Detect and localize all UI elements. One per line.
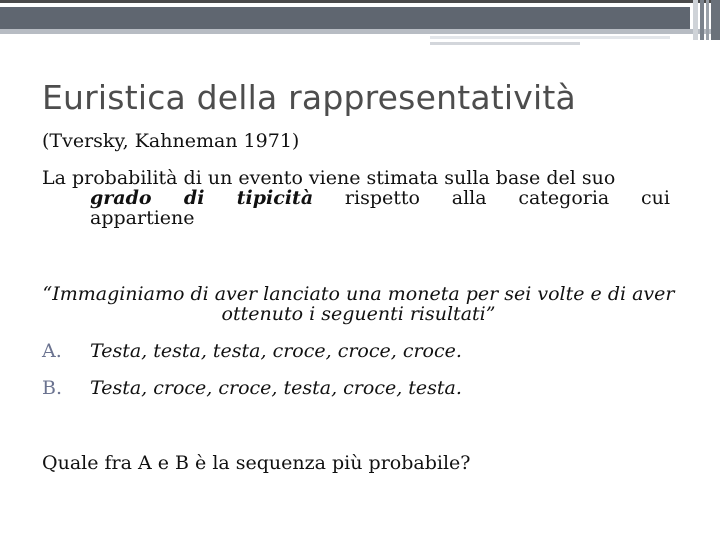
header-decoration-thin-line: [430, 36, 670, 39]
paragraph-line-3: appartiene: [90, 207, 195, 229]
option-a: [42, 340, 462, 362]
paragraph-line-1: La probabilità di un evento viene stimata sulla base del suo: [42, 167, 616, 189]
header-decoration-bar: [700, 0, 704, 40]
header-decoration-band: [0, 7, 690, 29]
option-b-marker: B.: [42, 377, 63, 399]
header-decoration-bar: [711, 0, 720, 40]
paragraph-after-emphasis: rispetto alla categoria cui: [313, 187, 670, 209]
paragraph-emphasis: grado di tipicità: [90, 187, 314, 209]
paragraph-line-2: [42, 188, 670, 208]
citation: (Tversky, Kahneman 1971): [42, 130, 300, 152]
option-a-marker: A.: [42, 340, 62, 362]
definition-paragraph: [42, 168, 670, 228]
option-a-text: Testa, testa, testa, croce, croce, croce.: [90, 340, 462, 362]
header-decoration-bar: [693, 0, 698, 40]
coin-toss-quote: “Immaginiamo di aver lanciato una moneta per sei volte e di aver ottenuto i seguenti risultati”: [42, 283, 675, 325]
option-b-text: Testa, croce, croce, testa, croce, testa.: [90, 377, 462, 399]
option-b: [42, 377, 462, 399]
header-decoration-stripe: [0, 29, 720, 34]
header-decoration-bar: [706, 0, 709, 40]
closing-question: Quale fra A e B è la sequenza più probabile?: [42, 452, 471, 474]
header-decoration-line: [0, 0, 720, 3]
slide-title: Euristica della rappresentatività: [42, 78, 576, 117]
header-decoration-thin-line-short: [430, 42, 580, 45]
